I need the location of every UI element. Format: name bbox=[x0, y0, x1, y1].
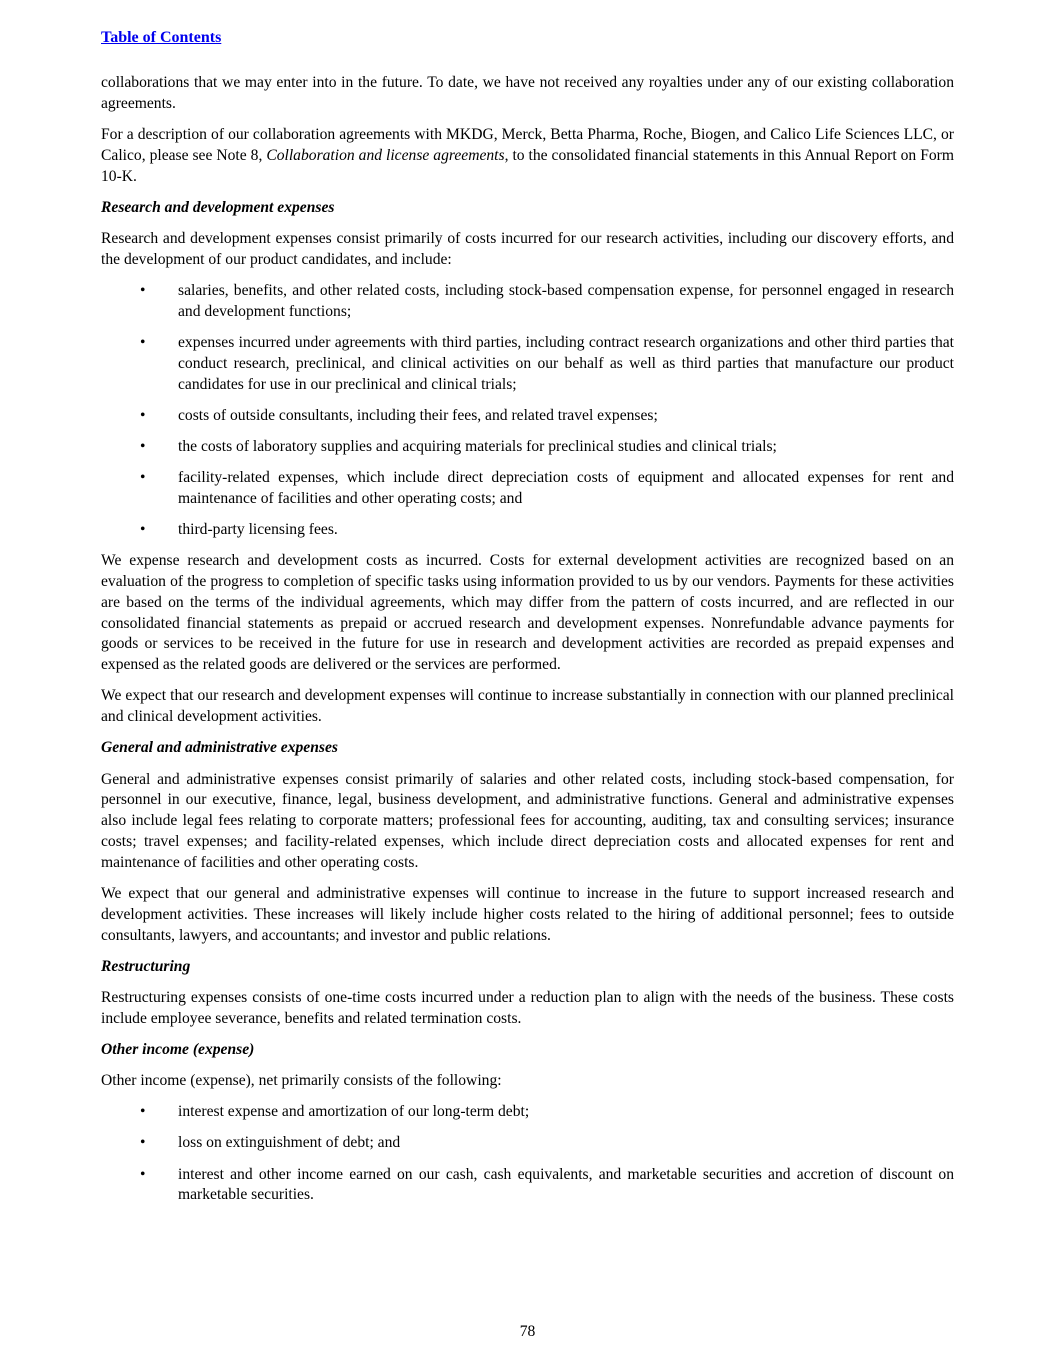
table-of-contents-link[interactable]: Table of Contents bbox=[101, 29, 222, 46]
rd-intro: Research and development expenses consist primarily of costs incurred for our research activities, including our discovery efforts, and the development of our product candidates, and include: bbox=[101, 229, 954, 268]
list-item-text: third-party licensing fees. bbox=[178, 521, 338, 539]
list-item bbox=[101, 406, 954, 427]
bullet-icon: • bbox=[140, 469, 146, 487]
document-body bbox=[101, 73, 954, 1217]
other-income-bullet-list bbox=[101, 1102, 954, 1206]
bullet-icon: • bbox=[140, 1134, 146, 1152]
bullet-icon: • bbox=[140, 333, 146, 351]
list-item-text: loss on extinguishment of debt; and bbox=[178, 1134, 401, 1152]
intro-paragraph-2 bbox=[101, 125, 954, 187]
list-item-text: the costs of laboratory supplies and acquiring materials for preclinical studies and clinical trials; bbox=[178, 437, 777, 455]
restructuring-heading: Restructuring bbox=[101, 957, 191, 975]
note-reference-italic: Collaboration and license agreements bbox=[266, 146, 505, 164]
bullet-icon: • bbox=[140, 521, 146, 539]
ga-paragraph-1: General and administrative expenses consist primarily of salaries and other related costs, including stock-based compensation, for personnel in our executive, finance, legal, business development, and administrative functions. General and administrative expenses also include legal fees relating to corporate matters; professional fees for accounting, auditing, tax and consulting services; insurance costs; travel expenses; and facility-related expenses, which include direct depreciation costs and allocated expenses for rent and maintenance of facilities and other operating costs. bbox=[101, 770, 954, 871]
other-income-heading: Other income (expense) bbox=[101, 1040, 255, 1058]
page-number: 78 bbox=[519, 1323, 536, 1340]
intro-paragraph-1: collaborations that we may enter into in the future. To date, we have not received any royalties under any of our existing collaboration agreements. bbox=[101, 74, 954, 112]
bullet-icon: • bbox=[140, 437, 146, 455]
list-item-text: costs of outside consultants, including their fees, and related travel expenses; bbox=[178, 406, 658, 424]
rd-bullet-list bbox=[101, 281, 954, 541]
other-income-intro: Other income (expense), net primarily consists of the following: bbox=[101, 1072, 502, 1090]
list-item-text: salaries, benefits, and other related costs, including stock-based compensation expense, for personnel engaged in research and development functions; bbox=[178, 281, 954, 320]
intro-paragraph-2-text: For a description of our collaboration agreements with MKDG, Merck, Betta Pharma, Roche, Biogen, and Calico Life Sciences LLC, or Calico, please see Note 8, bbox=[101, 125, 954, 164]
list-item bbox=[101, 468, 954, 510]
list-item-text: expenses incurred under agreements with third parties, including contract research organizations and other third parties that conduct research, preclinical, and clinical activities on our behalf as well as third parties that manufacture our product candidates for use in our preclinical and clinical trials; bbox=[178, 333, 954, 393]
list-item-text: interest and other income earned on our cash, cash equivalents, and marketable securities and accretion of discount on marketable securities. bbox=[178, 1165, 954, 1204]
restructuring-paragraph: Restructuring expenses consists of one-time costs incurred under a reduction plan to align with the needs of the business. These costs include employee severance, benefits and related termination costs. bbox=[101, 988, 954, 1027]
list-item bbox=[101, 333, 954, 395]
list-item bbox=[101, 1165, 954, 1207]
ga-paragraph-2: We expect that our general and administrative expenses will continue to increase in the future to support increased research and development activities. These increases will likely include higher costs related to the hiring of additional personnel; fees to outside consultants, lawyers, and accountants; and investor and public relations. bbox=[101, 884, 954, 944]
rd-expect-paragraph: We expect that our research and development expenses will continue to increase substantially in connection with our planned preclinical and clinical development activities. bbox=[101, 687, 954, 726]
bullet-icon: • bbox=[140, 281, 146, 299]
list-item-text: interest expense and amortization of our long-term debt; bbox=[178, 1103, 530, 1121]
ga-heading: General and administrative expenses bbox=[101, 739, 338, 757]
list-item bbox=[101, 437, 954, 458]
bullet-icon: • bbox=[140, 406, 146, 424]
list-item bbox=[101, 1102, 954, 1123]
list-item bbox=[101, 281, 954, 323]
intro-paragraph-2-tail: , to the consolidated financial statements in this Annual Report on Form 10-K. bbox=[101, 146, 954, 185]
bullet-icon: • bbox=[140, 1165, 146, 1183]
rd-expense-paragraph: We expense research and development costs as incurred. Costs for external development activities are recognized based on an evaluation of the progress to completion of specific tasks using information provided to us by our vendors. Payments for these activities are based on the terms of the individual agreements, which may differ from the pattern of costs incurred, and are reflected in our consolidated financial statements as prepaid or accrued research and development expenses. Nonrefundable advance payments for goods or services to be received in the future for use in research and development activities are recorded as prepaid expenses and expensed as the related goods are delivered or the services are performed. bbox=[101, 552, 954, 674]
list-item bbox=[101, 520, 954, 541]
bullet-icon: • bbox=[140, 1103, 146, 1121]
list-item bbox=[101, 1133, 954, 1154]
rd-heading: Research and development expenses bbox=[101, 198, 335, 216]
list-item-text: facility-related expenses, which include direct depreciation costs of equipment and allocated expenses for rent and maintenance of facilities and other operating costs; and bbox=[178, 469, 954, 507]
